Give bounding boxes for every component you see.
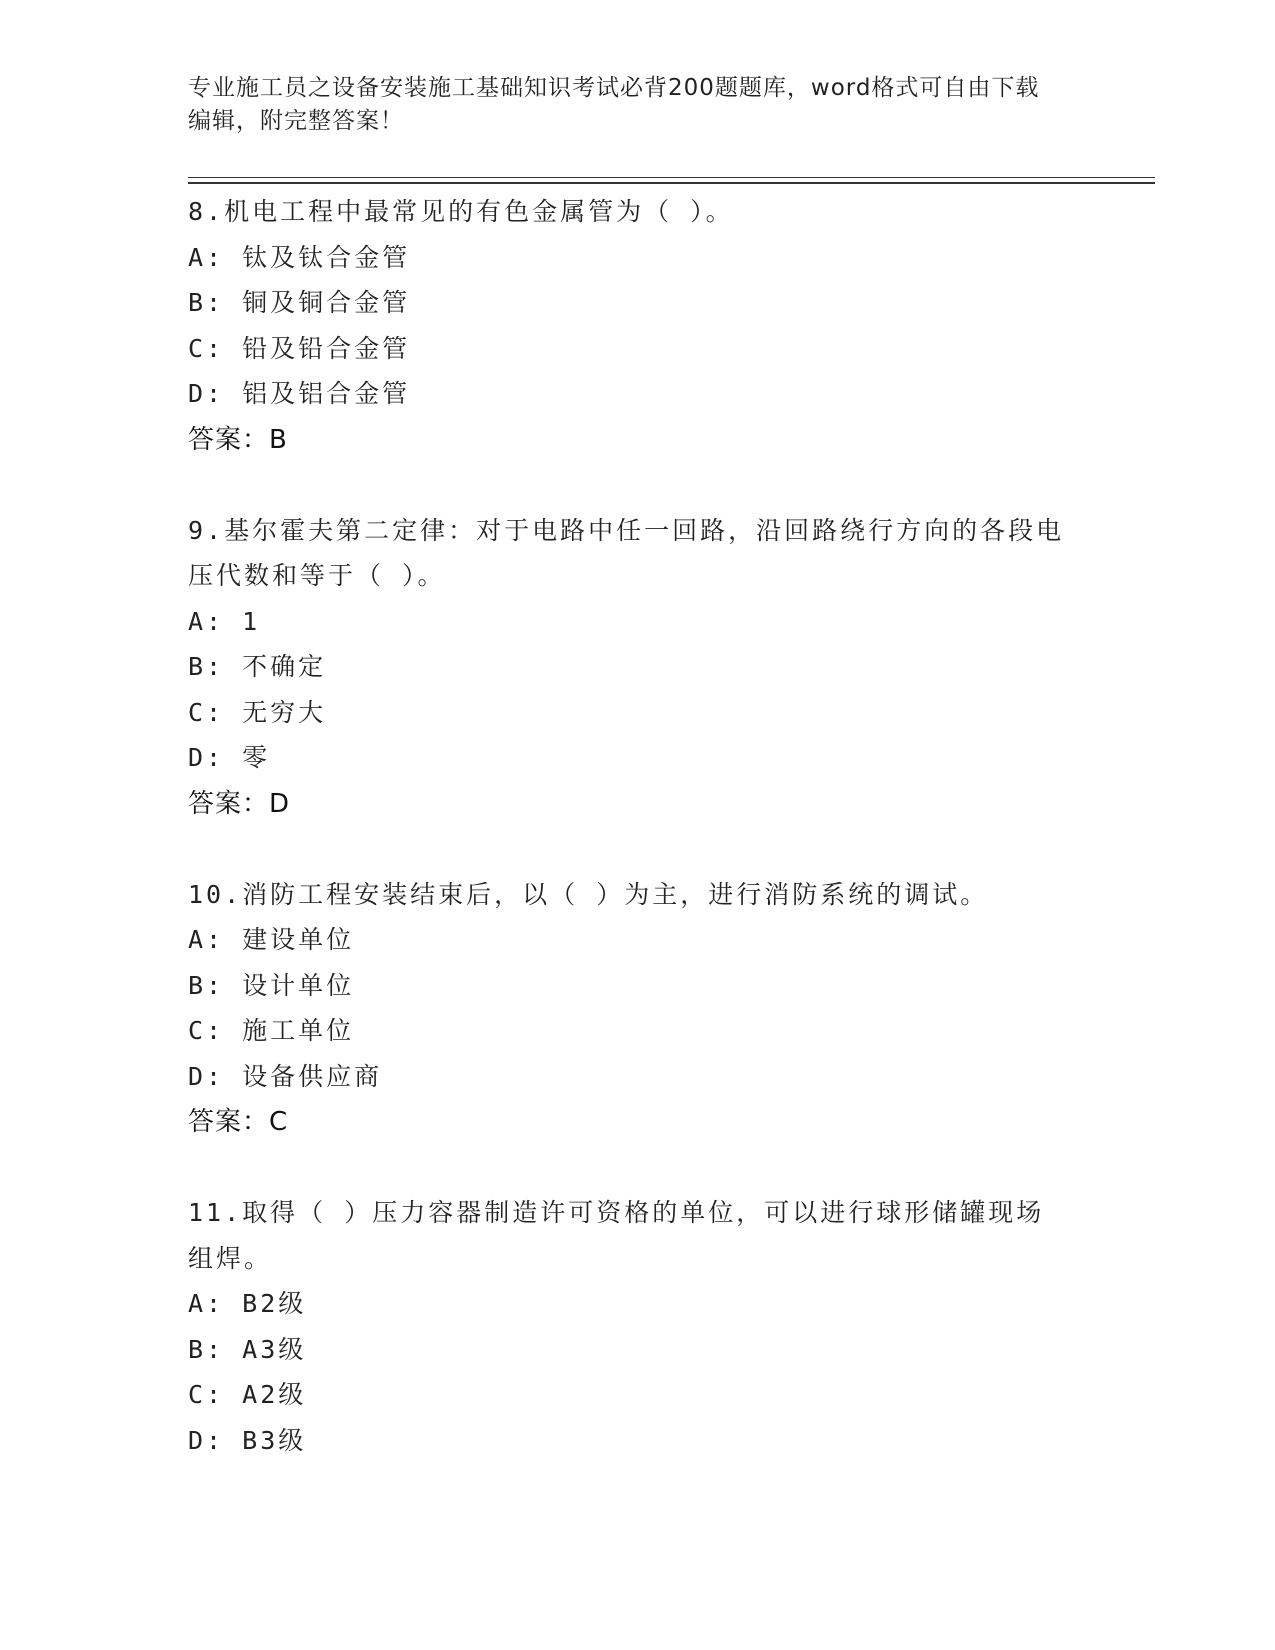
answer: 答案：D [188, 788, 291, 819]
question-9 [188, 508, 1068, 827]
document-header [188, 72, 1088, 138]
option-c: C: 铅及铅合金管 [188, 333, 411, 363]
header-divider-thin [188, 177, 1155, 178]
header-line-1: 专业施工员之设备安装施工基础知识考试必背200题题库，word格式可自由下载 [188, 75, 1040, 101]
question-text: 11.取得（ ）压力容器制造许可资格的单位，可以进行球形储罐现场组焊。 [188, 1198, 1045, 1273]
option-d: D: B3级 [188, 1425, 307, 1455]
question-text: 10.消防工程安装结束后，以（ ）为主，进行消防系统的调试。 [188, 879, 989, 909]
answer: 答案：B [188, 424, 288, 455]
question-8 [188, 189, 1068, 463]
header-line-2: 编辑，附完整答案！ [188, 108, 404, 134]
option-d: D: 铝及铝合金管 [188, 379, 411, 408]
question-11 [188, 1190, 1068, 1463]
option-d: D: 零 [188, 743, 271, 772]
option-c: C: 无穷大 [188, 697, 327, 727]
answer: 答案：C [188, 1107, 289, 1137]
option-a: A: 1 [188, 606, 261, 636]
option-b: B: 设计单位 [188, 970, 355, 1000]
question-text: 8.机电工程中最常见的有色金属管为（ ）。 [188, 197, 734, 226]
option-c: C: 施工单位 [188, 1016, 355, 1045]
question-text: 9.基尔霍夫第二定律：对于电路中任一回路，沿回路绕行方向的各段电压代数和等于（ ）。 [188, 515, 1065, 590]
option-b: B: A3级 [188, 1334, 307, 1364]
question-10 [188, 872, 1068, 1146]
question-list [188, 189, 1068, 1508]
option-b: B: 铜及铜合金管 [188, 288, 411, 317]
option-b: B: 不确定 [188, 652, 327, 681]
option-a: A: 建设单位 [188, 925, 355, 954]
option-a: A: 钛及钛合金管 [188, 242, 411, 272]
option-d: D: 设备供应商 [188, 1061, 383, 1091]
option-a: A: B2级 [188, 1289, 307, 1318]
header-divider-thick [188, 182, 1155, 184]
option-c: C: A2级 [188, 1380, 307, 1409]
